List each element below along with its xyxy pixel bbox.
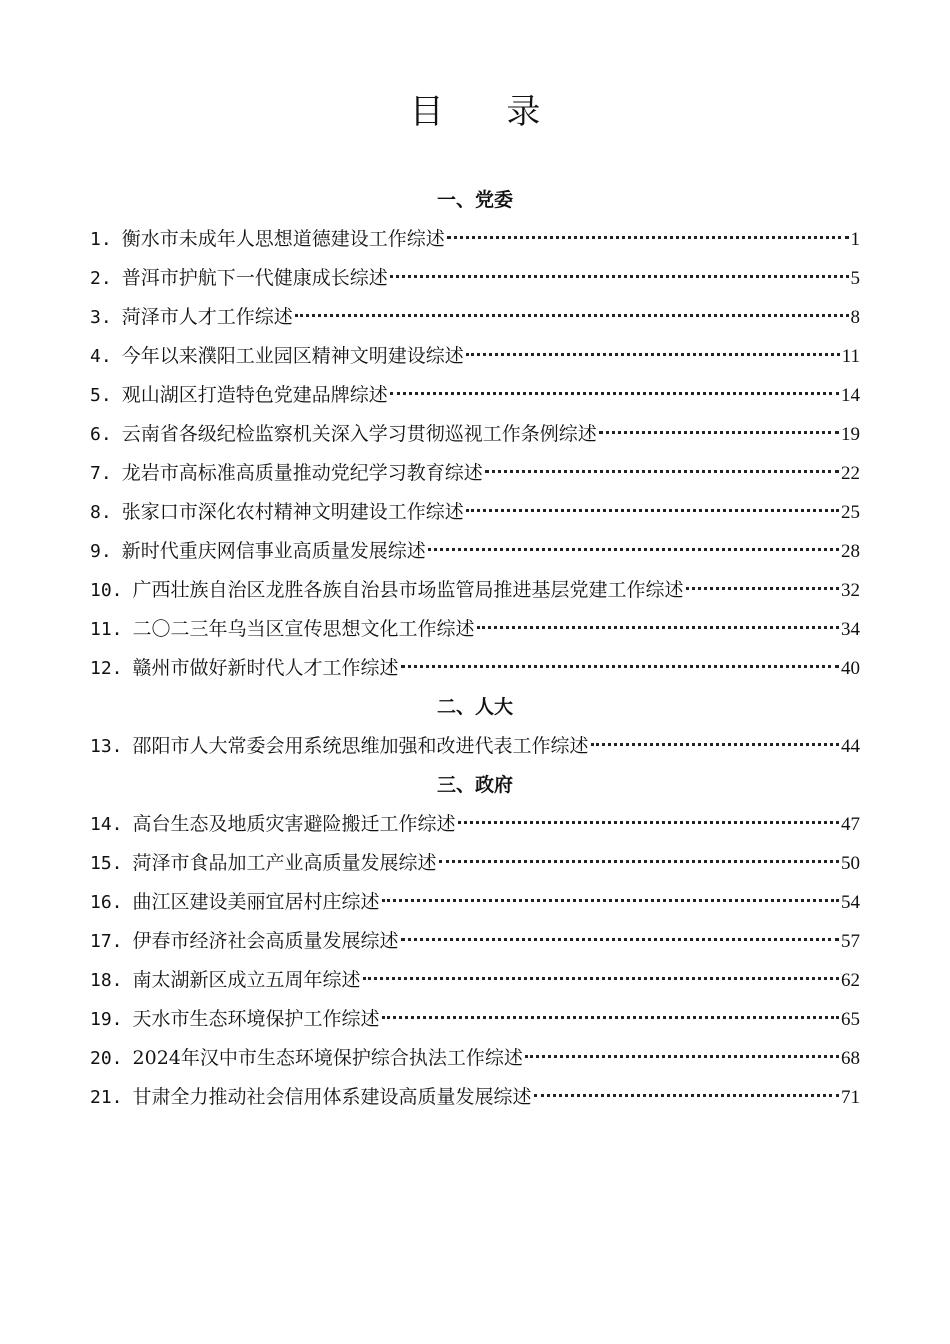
entry-title: 高台生态及地质灾害避险搬迁工作综述 <box>132 813 456 835</box>
toc-entry[interactable] <box>90 493 860 532</box>
toc-entry[interactable] <box>90 727 860 766</box>
entry-page-number: 28 <box>841 541 860 562</box>
entry-title: 天水市生态环境保护工作综述 <box>132 1008 380 1030</box>
entry-page-number: 44 <box>841 736 860 757</box>
entry-page-number: 1 <box>850 229 860 250</box>
entry-number: 12. <box>90 658 123 679</box>
entry-page-number: 25 <box>841 502 860 523</box>
entry-page-number: 19 <box>841 424 860 445</box>
entry-number: 6. <box>90 424 112 445</box>
entry-number: 7. <box>90 463 112 484</box>
dot-leader <box>401 665 839 668</box>
entry-title: 邵阳市人大常委会用系统思维加强和改进代表工作综述 <box>132 735 589 757</box>
entry-page-number: 8 <box>850 307 860 328</box>
toc-entry[interactable] <box>90 961 860 1000</box>
dot-leader <box>599 431 839 434</box>
entry-number: 15. <box>90 853 123 874</box>
entry-page-number: 57 <box>841 931 860 952</box>
toc-entry[interactable] <box>90 883 860 922</box>
toc-entry[interactable] <box>90 298 860 337</box>
dot-leader <box>390 392 839 395</box>
entry-page-number: 47 <box>841 814 860 835</box>
entry-page-number: 40 <box>841 658 860 679</box>
dot-leader <box>401 938 839 941</box>
entry-title: 新时代重庆网信事业高质量发展综述 <box>121 540 426 562</box>
toc-entry[interactable] <box>90 649 860 688</box>
toc-entry[interactable] <box>90 922 860 961</box>
toc-entry[interactable] <box>90 805 860 844</box>
dot-leader <box>466 509 839 512</box>
entry-number: 16. <box>90 892 123 913</box>
entry-title: 甘肃全力推动社会信用体系建设高质量发展综述 <box>132 1086 532 1108</box>
dot-leader <box>439 860 839 863</box>
toc-entry[interactable] <box>90 610 860 649</box>
entry-number: 17. <box>90 931 123 952</box>
entry-number: 18. <box>90 970 123 991</box>
entry-number: 8. <box>90 502 112 523</box>
entry-number: 9. <box>90 541 112 562</box>
entry-page-number: 62 <box>841 970 860 991</box>
table-of-contents <box>90 181 860 1117</box>
entry-number: 4. <box>90 346 112 367</box>
entry-number: 1. <box>90 229 112 250</box>
entry-page-number: 22 <box>841 463 860 484</box>
entry-title: 伊春市经济社会高质量发展综述 <box>132 930 399 952</box>
entry-title: 今年以来濮阳工业园区精神文明建设综述 <box>121 345 464 367</box>
dot-leader <box>363 977 839 980</box>
entry-title: 南太湖新区成立五周年综述 <box>132 969 361 991</box>
entry-title: 广西壮族自治区龙胜各族自治县市场监管局推进基层党建工作综述 <box>132 579 684 601</box>
entry-number: 10. <box>90 580 123 601</box>
entry-title: 菏泽市食品加工产业高质量发展综述 <box>132 852 437 874</box>
entry-page-number: 5 <box>850 268 860 289</box>
entry-title: 普洱市护航下一代健康成长综述 <box>121 267 388 289</box>
entry-number: 21. <box>90 1087 123 1108</box>
dot-leader <box>477 626 839 629</box>
dot-leader <box>466 353 840 356</box>
entry-title: 赣州市做好新时代人才工作综述 <box>132 657 399 679</box>
entry-page-number: 14 <box>841 385 860 406</box>
dot-leader <box>485 470 839 473</box>
toc-entry[interactable] <box>90 259 860 298</box>
entry-page-number: 50 <box>841 853 860 874</box>
entry-title: 张家口市深化农村精神文明建设工作综述 <box>121 501 464 523</box>
entry-page-number: 54 <box>841 892 860 913</box>
entry-title: 菏泽市人才工作综述 <box>121 306 293 328</box>
dot-leader <box>686 587 839 590</box>
entry-title: 龙岩市高标准高质量推动党纪学习教育综述 <box>121 462 483 484</box>
dot-leader <box>382 1016 839 1019</box>
toc-entry[interactable] <box>90 376 860 415</box>
entry-number: 13. <box>90 736 123 757</box>
entry-page-number: 32 <box>841 580 860 601</box>
section-heading: 三、政府 <box>436 774 513 796</box>
toc-entry[interactable] <box>90 415 860 454</box>
entry-page-number: 65 <box>841 1009 860 1030</box>
entry-page-number: 34 <box>841 619 860 640</box>
entry-title: 观山湖区打造特色党建品牌综述 <box>121 384 388 406</box>
entry-number: 2. <box>90 268 112 289</box>
toc-entry[interactable] <box>90 220 860 259</box>
entry-number: 14. <box>90 814 123 835</box>
entry-page-number: 68 <box>841 1048 860 1069</box>
section-heading: 一、党委 <box>436 189 513 211</box>
dot-leader <box>591 743 839 746</box>
toc-entry[interactable] <box>90 1000 860 1039</box>
entry-title: 衡水市未成年人思想道德建设工作综述 <box>121 228 445 250</box>
entry-title: 二〇二三年乌当区宣传思想文化工作综述 <box>132 618 475 640</box>
toc-entry[interactable] <box>90 844 860 883</box>
dot-leader <box>534 1094 839 1097</box>
entry-page-number: 71 <box>841 1087 860 1108</box>
toc-entry[interactable] <box>90 337 860 376</box>
toc-entry[interactable] <box>90 1039 860 1078</box>
page-title: 目 录 <box>409 92 567 132</box>
entry-number: 11. <box>90 619 123 640</box>
entry-number: 5. <box>90 385 112 406</box>
dot-leader <box>428 548 839 551</box>
toc-entry[interactable] <box>90 571 860 610</box>
entry-title: 云南省各级纪检监察机关深入学习贯彻巡视工作条例综述 <box>121 423 597 445</box>
entry-number: 3. <box>90 307 112 328</box>
dot-leader <box>458 821 839 824</box>
dot-leader <box>525 1055 839 1058</box>
section-heading: 二、人大 <box>436 696 513 718</box>
dot-leader <box>390 275 849 278</box>
entry-title: 2024年汉中市生态环境保护综合执法工作综述 <box>132 1047 523 1069</box>
toc-entry[interactable] <box>90 454 860 493</box>
dot-leader <box>447 236 849 239</box>
dot-leader <box>295 314 849 317</box>
toc-entry[interactable] <box>90 532 860 571</box>
entry-title: 曲江区建设美丽宜居村庄综述 <box>132 891 380 913</box>
toc-entry[interactable] <box>90 1078 860 1117</box>
entry-page-number: 11 <box>841 346 860 367</box>
entry-number: 19. <box>90 1009 123 1030</box>
entry-number: 20. <box>90 1048 123 1069</box>
dot-leader <box>382 899 839 902</box>
